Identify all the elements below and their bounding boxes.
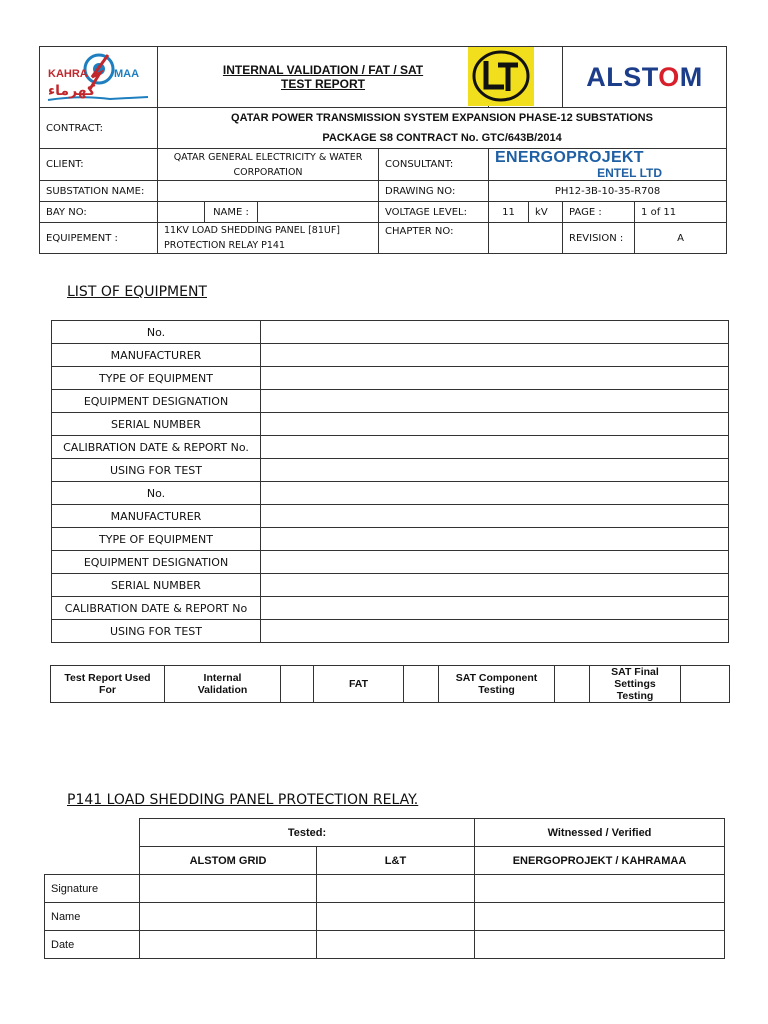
table-row: [52, 367, 729, 390]
equipment-row-label: USING FOR TEST: [52, 620, 261, 643]
table-row: [45, 875, 725, 903]
substation-value[interactable]: [158, 181, 379, 202]
energoprojekt-kahramaa-header: ENERGOPROJEKT / KAHRAMAA: [475, 847, 725, 875]
chapter-label: CHAPTER NO:: [379, 223, 489, 254]
equipment-row-label: USING FOR TEST: [52, 459, 261, 482]
bay-value[interactable]: [158, 202, 205, 223]
equipment-row-label: EQUIPMENT DESIGNATION: [52, 390, 261, 413]
client-value: [158, 149, 379, 181]
energoprojekt-logo-text: ENERGOPROJEKT: [495, 149, 644, 166]
lt-header: L&T: [317, 847, 475, 875]
kahramaa-logo: [40, 47, 158, 108]
signoff-entry-cell[interactable]: [140, 903, 317, 931]
signoff-entry-cell[interactable]: [317, 903, 475, 931]
signoff-entry-cell[interactable]: [475, 931, 725, 959]
equipment-row-label: MANUFACTURER: [52, 505, 261, 528]
contract-value: [158, 108, 727, 149]
internal-validation-line2: Validation: [197, 684, 248, 696]
sat-component-label: [439, 666, 555, 703]
table-row: [52, 436, 729, 459]
signoff-corner: [45, 819, 140, 847]
test-report-used-for-table: [50, 665, 730, 703]
fat-label: FAT: [314, 666, 404, 703]
internal-validation-line1: Internal: [203, 672, 242, 684]
equipment-row-label: SERIAL NUMBER: [52, 574, 261, 597]
alstom-logo: ALSTOM: [563, 47, 727, 108]
equipment-row-value[interactable]: [261, 390, 729, 413]
internal-validation-checkbox[interactable]: [281, 666, 314, 703]
contract-line2: PACKAGE S8 CONTRACT No. GTC/643B/2014: [322, 132, 562, 144]
used-for-label-line2: For: [99, 684, 116, 696]
fat-checkbox[interactable]: [404, 666, 439, 703]
equipment-row-value[interactable]: [261, 436, 729, 459]
used-for-label: [51, 666, 165, 703]
table-row: [52, 344, 729, 367]
equipment-row-value[interactable]: [261, 413, 729, 436]
bay-label: BAY NO:: [40, 202, 158, 223]
table-row: [52, 505, 729, 528]
report-title-line1: INTERNAL VALIDATION / FAT / SAT: [222, 63, 424, 77]
name-value[interactable]: [258, 202, 379, 223]
voltage-label: VOLTAGE LEVEL:: [379, 202, 489, 223]
sat-final-checkbox[interactable]: [681, 666, 730, 703]
table-row: [52, 551, 729, 574]
consultant-label: CONSULTANT:: [379, 149, 489, 181]
equipment-row-label: MANUFACTURER: [52, 344, 261, 367]
report-header-table: [39, 46, 727, 254]
signoff-table: [44, 818, 725, 959]
table-row: [52, 413, 729, 436]
table-row: [52, 620, 729, 643]
sat-component-line1: SAT Component: [455, 672, 538, 684]
sat-component-line2: Testing: [478, 684, 515, 696]
equipment-row-value[interactable]: [261, 459, 729, 482]
contract-line1: QATAR POWER TRANSMISSION SYSTEM EXPANSION PHASE-12 SUBSTATIONS: [231, 112, 653, 124]
chapter-value[interactable]: [489, 223, 563, 254]
contract-label: CONTRACT:: [40, 108, 158, 149]
alstom-grid-header: ALSTOM GRID: [140, 847, 317, 875]
sat-final-line2: Settings: [614, 678, 656, 690]
table-row: [52, 390, 729, 413]
equipment-table: [51, 320, 729, 643]
equipment-row-label: CALIBRATION DATE & REPORT No.: [52, 436, 261, 459]
name-label: NAME :: [205, 202, 258, 223]
table-row: [52, 459, 729, 482]
signoff-entry-cell[interactable]: [475, 903, 725, 931]
kahramaa-logo-text-left: KAHRA: [48, 68, 88, 80]
client-line2: CORPORATION: [233, 166, 303, 178]
client-line1: QATAR GENERAL ELECTRICITY & WATER: [173, 151, 363, 163]
revision-label: REVISION :: [563, 223, 635, 254]
lt-logo: [468, 47, 534, 106]
signoff-entry-cell[interactable]: [317, 875, 475, 903]
page-value: 1 of 11: [635, 202, 727, 223]
signoff-entry-cell[interactable]: [140, 931, 317, 959]
client-label: CLIENT:: [40, 149, 158, 181]
equipment-row-label: No.: [52, 321, 261, 344]
drawing-value: PH12-3B-10-35-R708: [489, 181, 727, 202]
report-title: [158, 47, 489, 108]
equipment-row-value[interactable]: [261, 528, 729, 551]
sat-final-line3: Testing: [616, 690, 654, 702]
table-row: [52, 482, 729, 505]
drawing-label: DRAWING NO:: [379, 181, 489, 202]
equipment-row-value[interactable]: [261, 367, 729, 390]
sat-component-checkbox[interactable]: [555, 666, 590, 703]
equipment-row-label: SERIAL NUMBER: [52, 413, 261, 436]
table-row: [52, 574, 729, 597]
table-row: [45, 903, 725, 931]
equipment-row-value[interactable]: [261, 344, 729, 367]
equipment-row-label: CALIBRATION DATE & REPORT No: [52, 597, 261, 620]
sat-final-label: [590, 666, 681, 703]
kahramaa-logo-arabic: كهرماء: [48, 83, 96, 99]
equipment-row-value[interactable]: [261, 620, 729, 643]
witnessed-header: Witnessed / Verified: [475, 819, 725, 847]
equipment-value: [158, 223, 379, 254]
signoff-row-label: Name: [45, 903, 140, 931]
list-of-equipment-title: LIST OF EQUIPMENT: [67, 284, 207, 300]
equipment-row-value[interactable]: [261, 574, 729, 597]
substation-label: SUBSTATION NAME:: [40, 181, 158, 202]
table-row: [45, 931, 725, 959]
signoff-corner-2: [45, 847, 140, 875]
equipment-row-value[interactable]: [261, 321, 729, 344]
table-row: [52, 528, 729, 551]
signoff-entry-cell[interactable]: [317, 931, 475, 959]
equipment-label: EQUIPEMENT :: [40, 223, 158, 254]
equipment-row-value[interactable]: [261, 482, 729, 505]
used-for-label-line1: Test Report Used: [64, 672, 151, 684]
signoff-entry-cell[interactable]: [475, 875, 725, 903]
kahramaa-logo-text-right: MAA: [114, 68, 140, 80]
equipment-row-value[interactable]: [261, 505, 729, 528]
equipment-row-value[interactable]: [261, 551, 729, 574]
table-row: [52, 321, 729, 344]
signoff-entry-cell[interactable]: [140, 875, 317, 903]
lt-logo-icon: [468, 47, 534, 106]
signoff-row-label: Signature: [45, 875, 140, 903]
relay-section-title: P141 LOAD SHEDDING PANEL PROTECTION RELAY.: [67, 792, 419, 808]
equipment-row-label: TYPE OF EQUIPMENT: [52, 528, 261, 551]
equipment-row-value[interactable]: [261, 597, 729, 620]
table-row: [52, 597, 729, 620]
voltage-value: 11: [489, 202, 529, 223]
equipment-line1: 11KV LOAD SHEDDING PANEL [81UF]: [164, 225, 340, 236]
page-label: PAGE :: [563, 202, 635, 223]
energoprojekt-logo: [489, 149, 727, 181]
report-title-line2: TEST REPORT: [281, 77, 366, 91]
equipment-row-label: EQUIPMENT DESIGNATION: [52, 551, 261, 574]
equipment-row-label: TYPE OF EQUIPMENT: [52, 367, 261, 390]
voltage-unit: kV: [529, 202, 563, 223]
internal-validation-label: [165, 666, 281, 703]
energoprojekt-logo-sub: ENTEL LTD: [597, 166, 663, 180]
revision-value: A: [635, 223, 727, 254]
sat-final-line1: SAT Final: [611, 666, 659, 678]
tested-header: Tested:: [140, 819, 475, 847]
equipment-line2: PROTECTION RELAY P141: [164, 240, 286, 251]
equipment-row-label: No.: [52, 482, 261, 505]
signoff-row-label: Date: [45, 931, 140, 959]
